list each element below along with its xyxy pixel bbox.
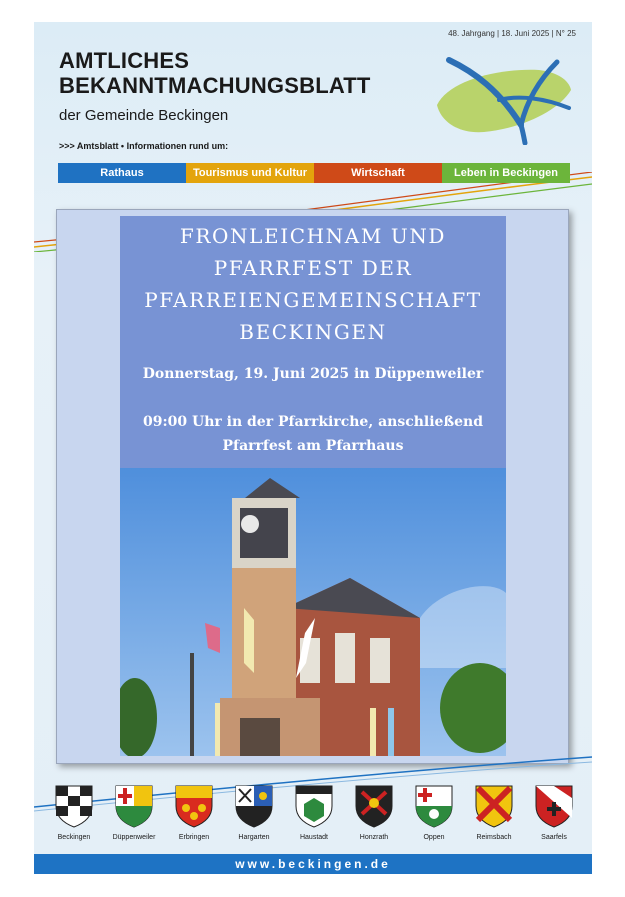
- crest-label: Düppenweiler: [112, 834, 156, 841]
- crest-hargarten-icon: [234, 784, 274, 828]
- poster-title-line2: PFARRFEST DER: [213, 256, 413, 280]
- page-title-line1: AMTLICHES: [59, 48, 190, 73]
- website-link[interactable]: www.beckingen.de: [34, 854, 592, 874]
- crest-label: Beckingen: [57, 834, 91, 841]
- crest-haustadt-icon: [294, 784, 334, 828]
- info-line: >>> Amtsblatt • Informationen rund um:: [59, 141, 229, 151]
- poster-title-line1: FRONLEICHNAM UND: [179, 224, 447, 248]
- crest-erbringen[interactable]: [164, 784, 224, 841]
- poster-title-line3: PFARREIENGEMEINSCHAFT: [144, 288, 482, 312]
- crest-hargarten[interactable]: [224, 784, 284, 841]
- poster-date: Donnerstag, 19. Juni 2025 in Düppenweiler: [142, 366, 484, 382]
- crest-label: Oppen: [423, 834, 445, 841]
- poster-text-panel: [120, 216, 506, 468]
- crest-reimsbach[interactable]: [464, 784, 524, 841]
- crest-oppen-icon: [414, 784, 454, 828]
- crest-label: Honzrath: [359, 834, 389, 841]
- nav-wirtschaft[interactable]: Wirtschaft: [314, 163, 442, 183]
- poster-time-line2: Pfarrfest am Pfarrhaus: [222, 438, 404, 454]
- issue-info: 48. Jahrgang | 18. Juni 2025 | N° 25: [448, 29, 576, 38]
- crest-erbringen-icon: [174, 784, 214, 828]
- crest-label: Saarfels: [541, 834, 567, 841]
- event-poster: [120, 216, 506, 756]
- crest-beckingen-icon: [54, 784, 94, 828]
- church-photo: [120, 468, 506, 756]
- crest-saarfels-icon: [534, 784, 574, 828]
- crest-saarfels[interactable]: [524, 784, 584, 841]
- crest-label: Hargarten: [238, 834, 270, 841]
- crest-label: Haustadt: [299, 834, 329, 841]
- crest-label: Reimsbach: [476, 834, 512, 841]
- cover-image-frame: [56, 209, 569, 764]
- nav-leben-in-beckingen[interactable]: Leben in Beckingen: [442, 163, 570, 183]
- crest-reimsbach-icon: [474, 784, 514, 828]
- nav-rathaus[interactable]: Rathaus: [58, 163, 186, 183]
- crest-honzrath[interactable]: [344, 784, 404, 841]
- topic-nav: [58, 163, 570, 183]
- crest-dueppenweiler-icon: [114, 784, 154, 828]
- page-subtitle: der Gemeinde Beckingen: [59, 107, 229, 124]
- poster-time-line1: 09:00 Uhr in der Pfarrkirche, anschließend: [143, 414, 483, 430]
- crest-oppen[interactable]: [404, 784, 464, 841]
- crest-honzrath-icon: [354, 784, 394, 828]
- poster-title-line4: BECKINGEN: [239, 320, 387, 344]
- village-crests: [44, 784, 584, 844]
- crest-dueppenweiler[interactable]: [104, 784, 164, 841]
- crest-beckingen[interactable]: [44, 784, 104, 841]
- municipality-logo-icon: [429, 50, 574, 145]
- crest-haustadt[interactable]: [284, 784, 344, 841]
- crest-label: Erbringen: [178, 834, 210, 841]
- nav-tourismus-kultur[interactable]: Tourismus und Kultur: [186, 163, 314, 183]
- front-page: [34, 22, 592, 874]
- page-title-line2: BEKANNTMACHUNGSBLATT: [59, 73, 371, 98]
